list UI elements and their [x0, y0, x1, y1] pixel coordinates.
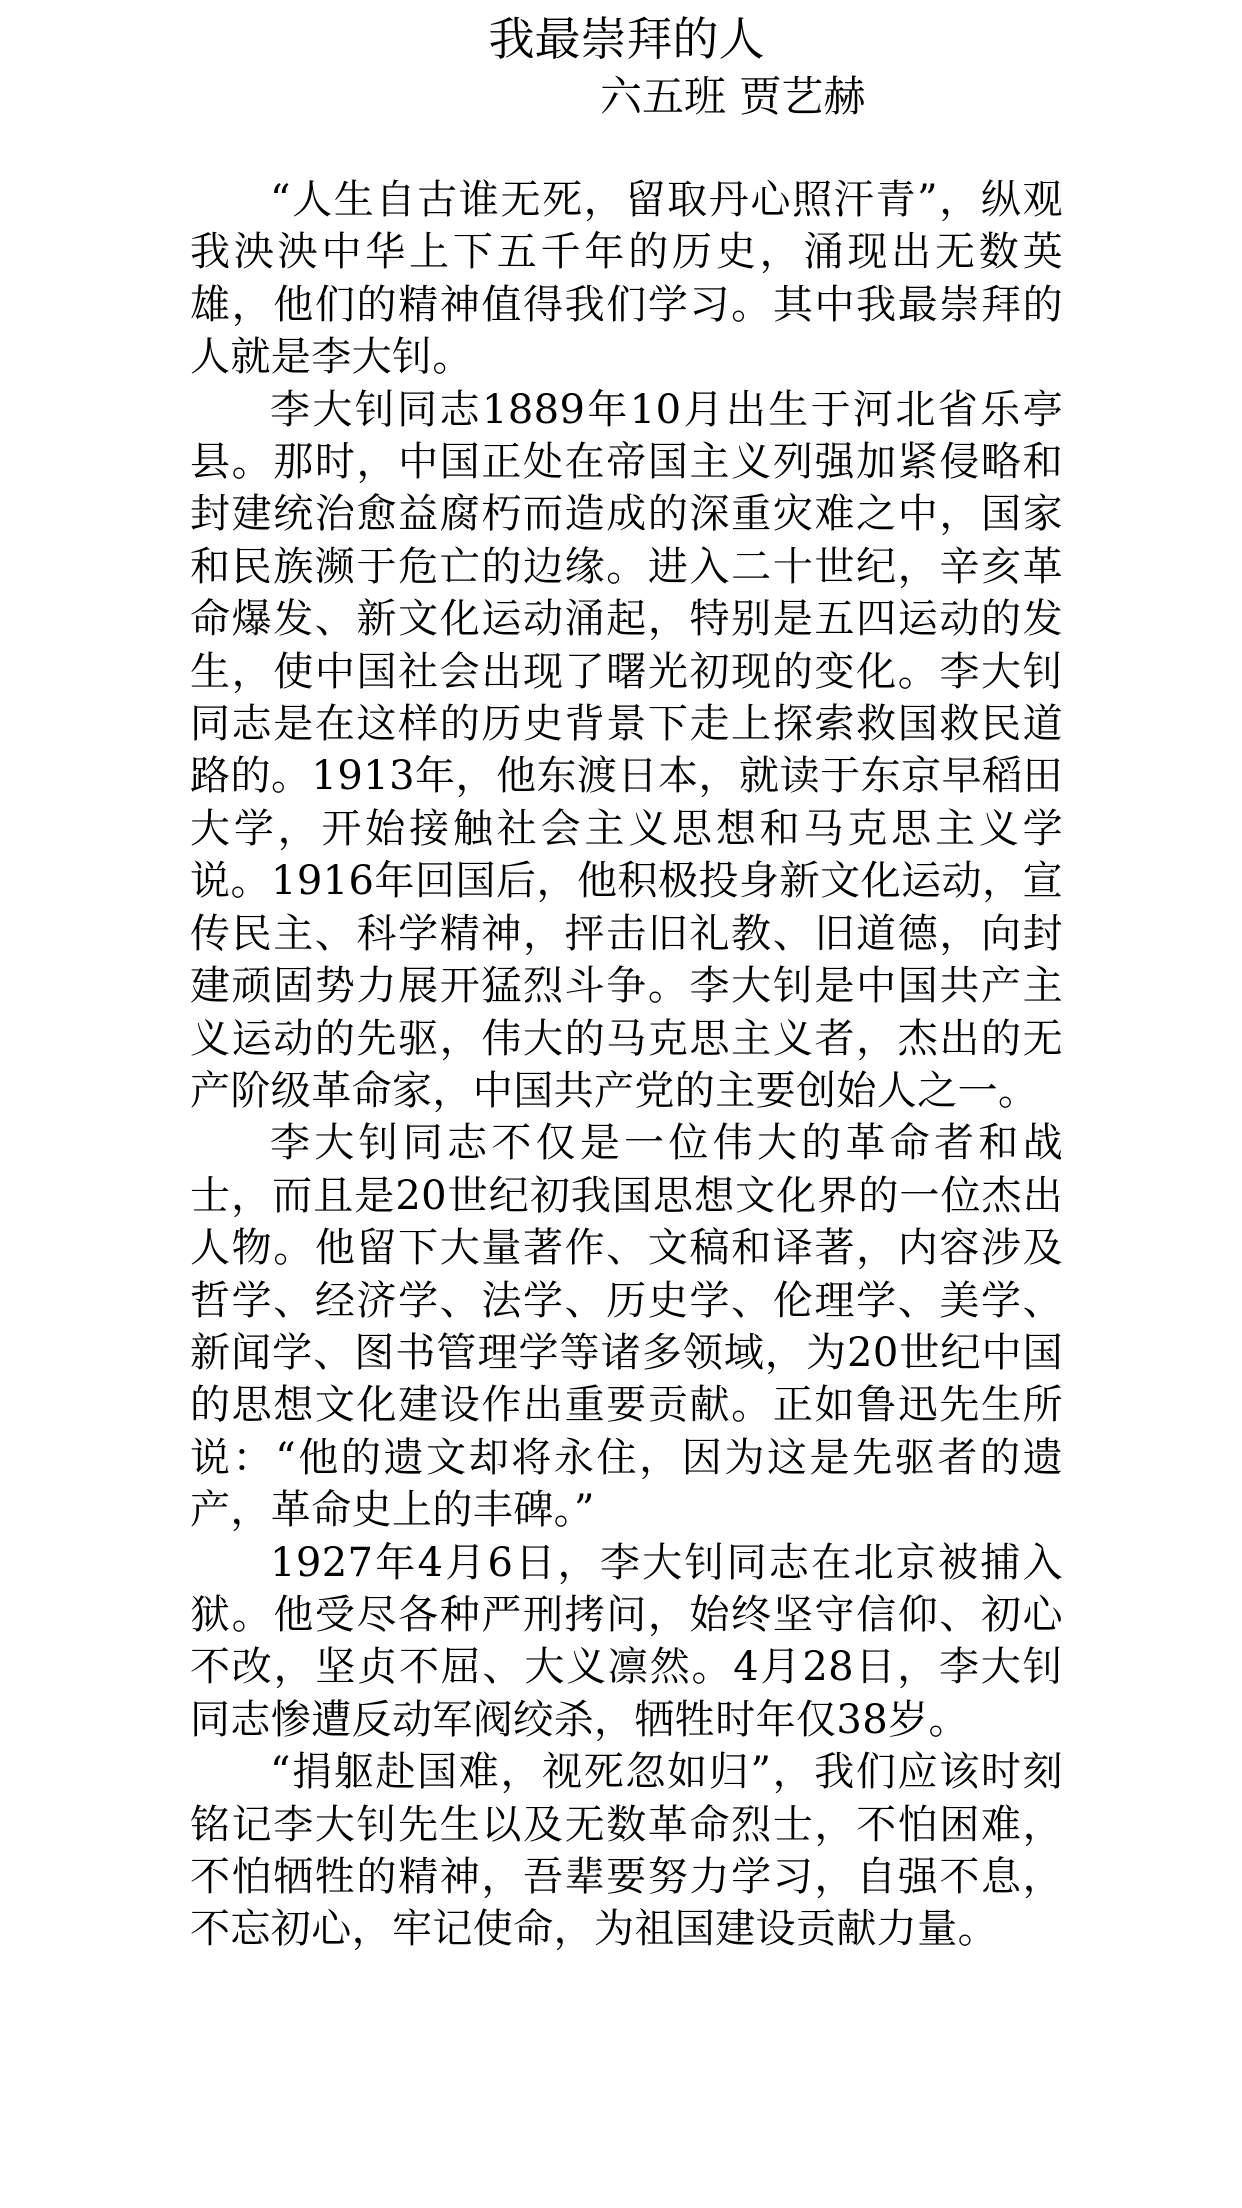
- paragraph-4: 1927年4月6日，李大钊同志在北京被捕入狱。他受尽各种严刑拷问，始终坚守信仰、初心不改，坚贞不屈、大义凛然。4月28日，李大钊同志惨遭反动军阀绞杀，牺牲时年仅38岁。: [190, 1539, 1063, 1743]
- author-line: 六五班 贾艺赫: [600, 72, 866, 121]
- essay-title: 我最崇拜的人: [488, 12, 765, 66]
- essay-body: [190, 174, 1063, 1956]
- paragraph-3: 李大钊同志不仅是一位伟大的革命者和战士，而且是20世纪初我国思想文化界的一位杰出人物。他留下大量著作、文稿和译著，内容涉及哲学、经济学、法学、历史学、伦理学、美学、新闻学、图书管理学等诸多领域，为20世纪中国的思想文化建设作出重要贡献。正如鲁迅先生所说：“他的遗文却将永住，因为这是先驱者的遗产，革命史上的丰碑。”: [190, 1120, 1063, 1534]
- paragraph-2: 李大钊同志1889年10月出生于河北省乐亭县。那时，中国正处在帝国主义列强加紧侵略和封建统治愈益腐朽而造成的深重灾难之中，国家和民族濒于危亡的边缘。进入二十世纪，辛亥革命爆发、新文化运动涌起，特别是五四运动的发生，使中国社会出现了曙光初现的变化。李大钊同志是在这样的历史背景下走上探索救国救民道路的。1913年，他东渡日本，就读于东京早稻田大学，开始接触社会主义思想和马克思主义学说。1916年回国后，他积极投身新文化运动，宣传民主、科学精神，抨击旧礼教、旧道德，向封建顽固势力展开猛烈斗争。李大钊是中国共产主义运动的先驱，伟大的马克思主义者，杰出的无产阶级革命家，中国共产党的主要创始人之一。: [190, 386, 1063, 1114]
- essay-document: [190, 0, 1063, 1956]
- paragraph-5: “捐躯赴国难，视死忽如归”，我们应该时刻铭记李大钊先生以及无数革命烈士，不怕困难，不怕牺牲的精神，吾辈要努力学习，自强不息，不忘初心，牢记使命，为祖国建设贡献力量。: [190, 1749, 1063, 1953]
- paragraph-1: “人生自古谁无死，留取丹心照汗青”，纵观我泱泱中华上下五千年的历史，涌现出无数英雄，他们的精神值得我们学习。其中我最崇拜的人就是李大钊。: [190, 177, 1063, 381]
